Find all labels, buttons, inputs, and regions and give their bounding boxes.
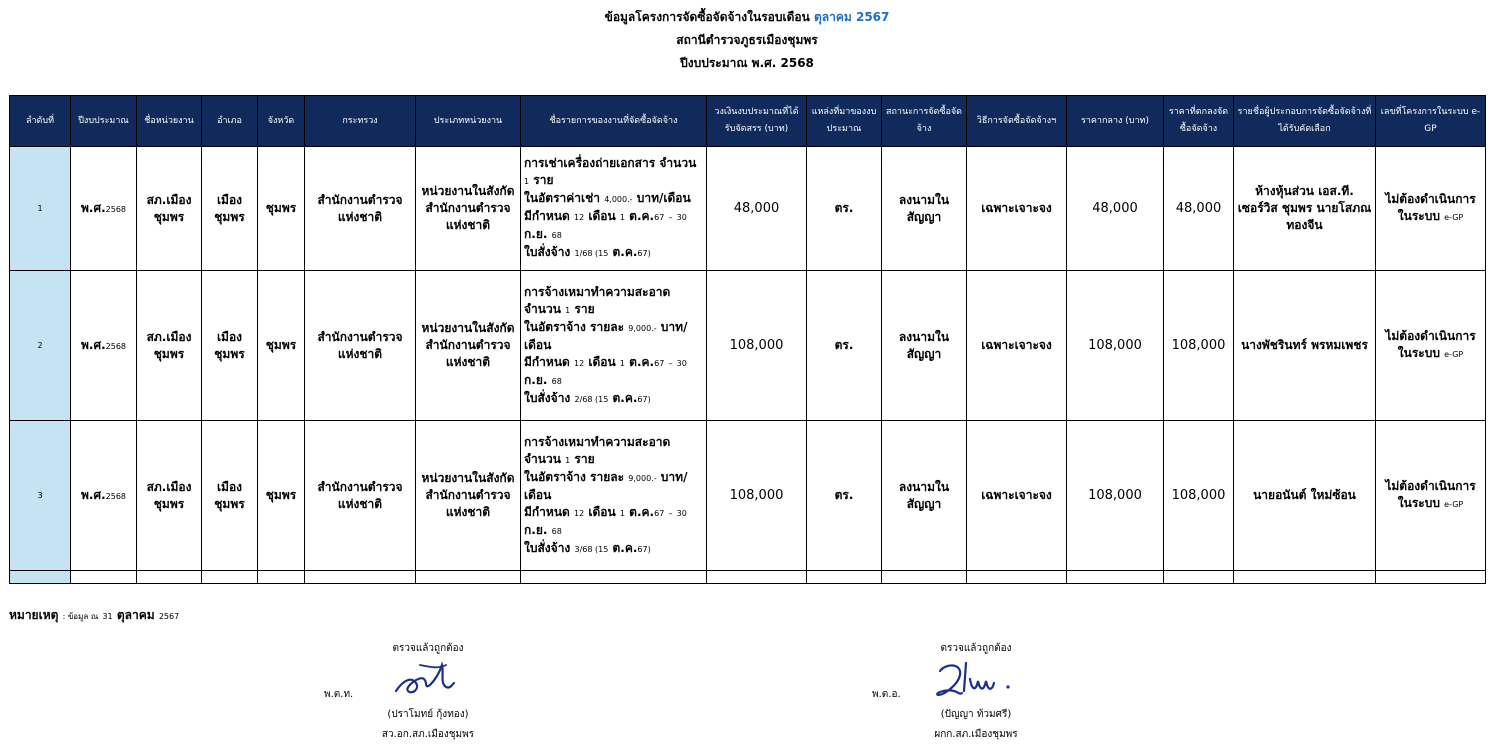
project-term-unit: เดือน xyxy=(588,209,616,223)
cell-fiscal-year xyxy=(71,271,137,421)
cell-method: เฉพาะเจาะจง xyxy=(967,147,1067,271)
order-month: ต.ค. xyxy=(612,245,638,259)
egp-small: e-GP xyxy=(1444,350,1464,359)
fy-year: 2568 xyxy=(105,341,126,351)
cell-ministry: สำนักงานตำรวจแห่งชาติ xyxy=(305,271,416,421)
egp-text: ไม่ต้องดำเนินการในระบบ xyxy=(1385,329,1476,360)
egp-small: e-GP xyxy=(1444,500,1464,509)
cell-agency: สภ.เมืองชุมพร xyxy=(137,147,202,271)
cell-ministry: สำนักงานตำรวจแห่งชาติ xyxy=(305,147,416,271)
cell-vendor: ห้างหุ้นส่วน เอส.ที. เซอร์วิส ชุมพร นายโสภณ ทองจีน xyxy=(1234,147,1376,271)
term-from-year: 67 xyxy=(654,213,665,222)
cell-fiscal-year xyxy=(71,421,137,571)
project-rate-label: ในอัตราจ้าง รายละ xyxy=(524,319,625,334)
cell-project xyxy=(521,421,707,571)
col-header: ชื่อรายการของงานที่จัดซื้อจัดจ้าง xyxy=(521,96,707,147)
col-header: รายชื่อผู้ประกอบการจัดซื้อจัดจ้างที่ได้รับคัดเลือก xyxy=(1234,96,1376,147)
fy-year: 2568 xyxy=(105,204,126,214)
project-term-label: มีกำหนด xyxy=(524,354,570,369)
term-dash: – xyxy=(668,508,673,518)
signature-block-right xyxy=(866,641,1086,745)
project-term-num: 12 xyxy=(574,358,585,368)
cell-agency: สภ.เมืองชุมพร xyxy=(137,421,202,571)
title-month: ตุลาคม 2567 xyxy=(813,10,890,24)
signature-position: ผกก.สภ.เมืองชุมพร xyxy=(934,729,1018,740)
project-term-label: มีกำหนด xyxy=(524,209,570,223)
cell-source: ตร. xyxy=(807,147,882,271)
project-term-num: 12 xyxy=(574,213,585,222)
project-rate-amount: 4,000.- xyxy=(604,195,633,204)
project-title: การจ้างเหมาทำความสะอาด จำนวน xyxy=(524,284,671,316)
project-unit: ราย xyxy=(574,301,595,316)
project-rate-label: ในอัตราค่าเช่า xyxy=(524,191,600,205)
col-header: ลำดับที่ xyxy=(10,96,71,147)
cell-project xyxy=(521,147,707,271)
table-header-row xyxy=(10,96,1486,147)
fy-prefix: พ.ศ. xyxy=(80,337,106,352)
cell-egp xyxy=(1376,147,1486,271)
order-month: ต.ค. xyxy=(612,390,638,405)
project-rate-unit: บาท/เดือน xyxy=(524,319,688,352)
order-year: 67) xyxy=(637,544,651,554)
col-header: ปีงบประมาณ xyxy=(71,96,137,147)
cell-status: ลงนามในสัญญา xyxy=(882,271,967,421)
footnote-year: 2567 xyxy=(158,612,180,621)
cell-budget: 108,000 xyxy=(707,271,807,421)
term-from-year: 67 xyxy=(654,358,665,368)
cell-seq: 1 xyxy=(10,147,71,271)
project-term-num: 12 xyxy=(574,508,585,518)
term-from-day: 1 xyxy=(619,358,625,368)
project-rate-unit: บาท/เดือน xyxy=(636,191,691,205)
col-header: สถานะการจัดซื้อจัดจ้าง xyxy=(882,96,967,147)
egp-text: ไม่ต้องดำเนินการในระบบ xyxy=(1385,479,1476,510)
cell-status: ลงนามในสัญญา xyxy=(882,421,967,571)
title-line-2: สถานีตำรวจภูธรเมืองชุมพร xyxy=(676,33,818,47)
footnote xyxy=(9,606,179,625)
cell-agency-type: หน่วยงานในสังกัดสำนักงานตำรวจแห่งชาติ xyxy=(416,271,521,421)
term-to-year: 68 xyxy=(551,231,562,240)
cell-status: ลงนามในสัญญา xyxy=(882,147,967,271)
cell-agency-type: หน่วยงานในสังกัดสำนักงานตำรวจแห่งชาติ xyxy=(416,421,521,571)
order-label: ใบสั่งจ้าง xyxy=(524,390,571,405)
cell-median-price: 108,000 xyxy=(1067,271,1164,421)
cell-district: เมืองชุมพร xyxy=(202,147,258,271)
col-header: จังหวัด xyxy=(258,96,305,147)
table-row xyxy=(10,271,1486,421)
term-to-year: 68 xyxy=(551,376,562,386)
cell-agreed-price: 108,000 xyxy=(1164,421,1234,571)
order-year: 67) xyxy=(637,249,651,258)
handwritten-signature-icon xyxy=(390,657,460,703)
term-to-month: ก.ย. xyxy=(524,227,548,241)
order-label: ใบสั่งจ้าง xyxy=(524,540,571,555)
signature-name: (ปัญญา ท้วมศรี) xyxy=(940,709,1012,720)
project-rate-amount: 9,000.- xyxy=(628,473,657,483)
cell-project xyxy=(521,271,707,421)
cell-fiscal-year xyxy=(71,147,137,271)
project-rate-unit: บาท/เดือน xyxy=(524,469,688,502)
cell-budget: 48,000 xyxy=(707,147,807,271)
project-unit: ราย xyxy=(574,451,595,466)
term-dash: – xyxy=(668,358,673,368)
cell-source: ตร. xyxy=(807,421,882,571)
order-year: 67) xyxy=(637,394,651,404)
cell-egp xyxy=(1376,271,1486,421)
project-title: การจ้างเหมาทำความสะอาด จำนวน xyxy=(524,434,671,466)
cell-method: เฉพาะเจาะจง xyxy=(967,421,1067,571)
title-prefix: ข้อมูลโครงการจัดซื้อจัดจ้างในรอบเดือน xyxy=(604,10,810,24)
term-to-day: 30 xyxy=(676,358,687,368)
order-label: ใบสั่งจ้าง xyxy=(524,245,571,259)
signature-row xyxy=(866,657,1086,705)
cell-agency-type: หน่วยงานในสังกัดสำนักงานตำรวจแห่งชาติ xyxy=(416,147,521,271)
order-no: 2/68 (15 xyxy=(574,394,609,404)
handwritten-signature-icon xyxy=(932,657,1022,703)
footnote-label: หมายเหตุ xyxy=(9,608,59,622)
fy-prefix: พ.ศ. xyxy=(80,200,106,215)
cell-agreed-price: 48,000 xyxy=(1164,147,1234,271)
cell-province: ชุมพร xyxy=(258,421,305,571)
fy-prefix: พ.ศ. xyxy=(80,487,106,502)
empty-row xyxy=(10,571,1486,584)
signature-check-label: ตรวจแล้วถูกต้อง xyxy=(392,643,464,654)
project-qty: 1 xyxy=(565,455,571,465)
cell-egp xyxy=(1376,421,1486,571)
project-rate-label: ในอัตราจ้าง รายละ xyxy=(524,469,625,484)
cell-ministry: สำนักงานตำรวจแห่งชาติ xyxy=(305,421,416,571)
term-from-month: ต.ค. xyxy=(629,209,655,223)
title-line-1 xyxy=(0,6,1494,29)
project-qty: 1 xyxy=(524,177,530,186)
cell-source: ตร. xyxy=(807,271,882,421)
signature-row xyxy=(318,657,538,705)
signature-name: (ปราโมทย์ กุ้งทอง) xyxy=(387,709,469,720)
title-line-3: ปีงบประมาณ พ.ศ. 2568 xyxy=(680,56,814,70)
term-to-year: 68 xyxy=(551,526,562,536)
term-from-month: ต.ค. xyxy=(629,504,655,519)
order-no: 1/68 (15 xyxy=(574,249,609,258)
fy-year: 2568 xyxy=(105,491,126,501)
term-from-year: 67 xyxy=(654,508,665,518)
term-from-month: ต.ค. xyxy=(629,354,655,369)
document-title-block xyxy=(0,6,1494,75)
col-header: ประเภทหน่วยงาน xyxy=(416,96,521,147)
cell-district: เมืองชุมพร xyxy=(202,421,258,571)
cell-province: ชุมพร xyxy=(258,271,305,421)
project-rate-amount: 9,000.- xyxy=(628,323,657,333)
term-to-day: 30 xyxy=(676,508,687,518)
col-header: ราคาที่ตกลงจัดซื้อจัดจ้าง xyxy=(1164,96,1234,147)
footnote-month: ตุลาคม xyxy=(116,608,155,622)
footnote-day: 31 xyxy=(102,612,113,621)
cell-seq: 2 xyxy=(10,271,71,421)
signature-block-left xyxy=(318,641,538,745)
cell-seq: 3 xyxy=(10,421,71,571)
term-to-month: ก.ย. xyxy=(524,372,548,387)
project-term-label: มีกำหนด xyxy=(524,504,570,519)
project-title: การเช่าเครื่องถ่ายเอกสาร จำนวน xyxy=(524,156,697,170)
col-header: วงเงินงบประมาณที่ได้รับจัดสรร (บาท) xyxy=(707,96,807,147)
col-header: วิธีการจัดซื้อจัดจ้างฯ xyxy=(967,96,1067,147)
term-dash: – xyxy=(668,213,673,222)
term-from-day: 1 xyxy=(619,213,625,222)
col-header: แหล่งที่มาของงบประมาณ xyxy=(807,96,882,147)
cell-median-price: 108,000 xyxy=(1067,421,1164,571)
egp-small: e-GP xyxy=(1444,213,1464,222)
order-no: 3/68 (15 xyxy=(574,544,609,554)
signature-position: สว.อก.สภ.เมืองชุมพร xyxy=(381,729,475,740)
project-qty: 1 xyxy=(565,305,571,315)
table-row xyxy=(10,421,1486,571)
col-header: ราคากลาง (บาท) xyxy=(1067,96,1164,147)
term-to-day: 30 xyxy=(676,213,687,222)
cell-method: เฉพาะเจาะจง xyxy=(967,271,1067,421)
col-header: กระทรวง xyxy=(305,96,416,147)
col-header: เลขที่โครงการในระบบ e-GP xyxy=(1376,96,1486,147)
term-from-day: 1 xyxy=(619,508,625,518)
project-term-unit: เดือน xyxy=(588,354,616,369)
signature-check-label: ตรวจแล้วถูกต้อง xyxy=(940,643,1012,654)
procurement-table xyxy=(9,95,1486,584)
cell-agency: สภ.เมืองชุมพร xyxy=(137,271,202,421)
egp-text: ไม่ต้องดำเนินการในระบบ xyxy=(1385,192,1476,223)
col-header: อำเภอ xyxy=(202,96,258,147)
cell-vendor: นางพัชรินทร์ พรหมเพชร xyxy=(1234,271,1376,421)
project-term-unit: เดือน xyxy=(588,504,616,519)
cell-vendor: นายอนันต์ ใหม่ซ้อน xyxy=(1234,421,1376,571)
signature-rank: พ.ต.อ. xyxy=(872,689,901,700)
footnote-text: : ข้อมูล ณ xyxy=(62,612,99,621)
cell-district: เมืองชุมพร xyxy=(202,271,258,421)
cell-median-price: 48,000 xyxy=(1067,147,1164,271)
cell-budget: 108,000 xyxy=(707,421,807,571)
cell-agreed-price: 108,000 xyxy=(1164,271,1234,421)
col-header: ชื่อหน่วยงาน xyxy=(137,96,202,147)
project-unit: ราย xyxy=(533,173,554,187)
signature-rank: พ.ต.ท. xyxy=(324,689,354,700)
term-to-month: ก.ย. xyxy=(524,522,548,537)
order-month: ต.ค. xyxy=(612,540,638,555)
cell-province: ชุมพร xyxy=(258,147,305,271)
table-row xyxy=(10,147,1486,271)
